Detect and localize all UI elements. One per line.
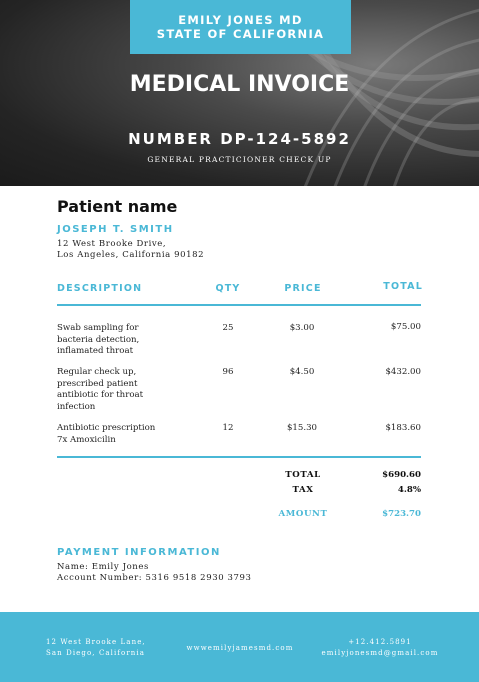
summary-total-label: TOTAL [285, 470, 321, 480]
description-line: Antibiotic prescription [57, 423, 156, 433]
table-row-qty: 96 [222, 367, 234, 377]
description-line: bacteria detection, [57, 334, 140, 345]
description-line: Regular check up, [57, 367, 137, 377]
summary-amount-label: AMOUNT [278, 509, 328, 519]
description-line: infection [57, 401, 96, 412]
invoice-title: MEDICAL INVOICE [129, 72, 350, 97]
payment-account-number: Account Number: 5316 9518 2930 3793 [57, 573, 252, 583]
brand-state: STATE OF CALIFORNIA [156, 27, 325, 41]
patient-name: JOSEPH T. SMITH [57, 224, 174, 235]
description-line: prescribed patient [57, 378, 138, 389]
table-row-description [57, 367, 187, 413]
footer-website: wwwemilyjamesmd.com [186, 644, 294, 652]
summary-tax-value: 4.8% [397, 485, 421, 495]
invoice-subtitle: GENERAL PRACTICIONER CHECK UP [147, 155, 332, 164]
payment-name: Name: Emily Jones [57, 562, 149, 572]
patient-address-line: 12 West Brooke Drive, [57, 239, 167, 249]
table-row-total: $75.00 [390, 322, 421, 332]
brand-box [130, 0, 351, 54]
description-line: antibiotic for throat [57, 390, 144, 400]
patient-address-line: Los Angeles, California 90182 [57, 250, 205, 260]
table-row-total: $432.00 [385, 367, 421, 377]
table-row-description [57, 323, 187, 358]
brand-name: EMILY JONES MD [178, 13, 303, 27]
invoice-footer [0, 612, 479, 682]
patient-heading: Patient name [57, 197, 178, 216]
payment-heading: PAYMENT INFORMATION [57, 547, 221, 558]
patient-address [57, 239, 204, 261]
footer-phone: +12.412.5891 [348, 638, 412, 646]
column-header-qty: QTY [215, 283, 241, 294]
table-row-description [57, 423, 187, 446]
description-line: inflamated throat [57, 346, 134, 356]
summary-total-value: $690.60 [382, 470, 421, 480]
table-bottom-rule [57, 456, 421, 458]
table-row-price: $4.50 [289, 367, 315, 377]
table-row-qty: 25 [222, 323, 234, 333]
table-row-total: $183.60 [385, 423, 421, 433]
description-line: Swab sampling for [57, 323, 139, 333]
summary-amount-value: $723.70 [382, 509, 421, 519]
table-row-price: $15.30 [286, 423, 318, 433]
footer-address-line: 12 West Brooke Lane, [46, 638, 146, 646]
invoice-number: NUMBER DP-124-5892 [128, 130, 351, 148]
invoice-header [0, 0, 479, 186]
footer-address [46, 637, 146, 659]
footer-address-line: San Diego, California [46, 649, 146, 657]
summary-tax-label: TAX [292, 485, 314, 495]
column-header-description: DESCRIPTION [57, 283, 143, 294]
table-row-qty: 12 [222, 423, 234, 433]
footer-email: emilyjonesmd@gmail.com [321, 649, 439, 657]
footer-contact [310, 637, 450, 659]
column-header-total: TOTAL [383, 281, 423, 292]
table-row-price: $3.00 [289, 323, 315, 333]
table-top-rule [57, 304, 421, 306]
description-line: 7x Amoxicilin [57, 434, 116, 445]
column-header-price: PRICE [284, 283, 322, 294]
